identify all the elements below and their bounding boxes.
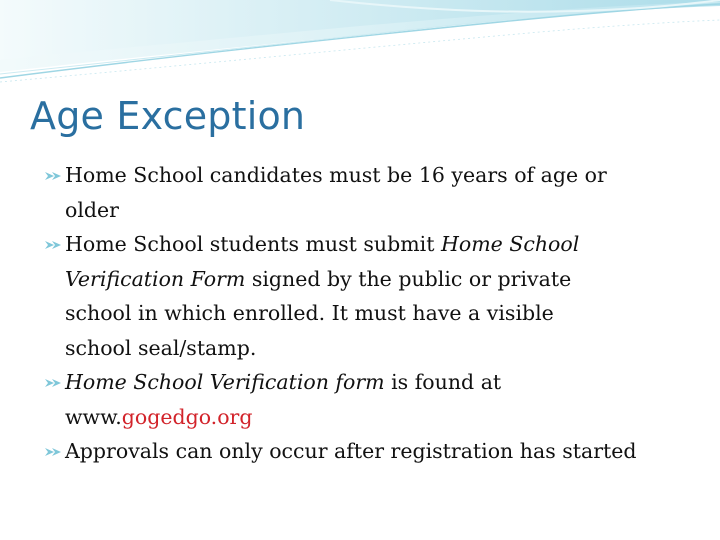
website-link[interactable]: www.gogedgo.org (65, 404, 253, 429)
list-item (44, 227, 706, 365)
bullet-line: school seal/stamp. (65, 335, 257, 360)
bullet-line: Home School candidates must be 16 years of age or (65, 163, 607, 187)
bullet-line: Verification Form signed by the public or private (65, 266, 572, 291)
italic-doc-name: Home School (441, 232, 580, 256)
bullet-line: school in which enrolled. It must have a visible (65, 301, 554, 325)
bullet-line: Approvals can only occur after registration has started (65, 439, 637, 463)
italic-doc-name: Home School Verification form (65, 370, 385, 394)
bullet-line: older (65, 197, 119, 222)
arrow-bullet-icon (44, 376, 62, 390)
arrow-bullet-icon (44, 169, 62, 183)
arrow-bullet-icon (44, 445, 62, 459)
bullet-list (44, 158, 706, 469)
list-item (44, 434, 706, 469)
bullet-line: Home School Verification form is found at (65, 370, 502, 394)
bullet-line: Home School students must submit Home School (65, 232, 580, 256)
list-item (44, 365, 706, 434)
list-item (44, 158, 706, 227)
arrow-bullet-icon (44, 238, 62, 252)
italic-doc-name: Verification Form (65, 266, 246, 291)
slide-title: Age Exception (30, 94, 306, 138)
header-wave-decoration (0, 0, 720, 90)
